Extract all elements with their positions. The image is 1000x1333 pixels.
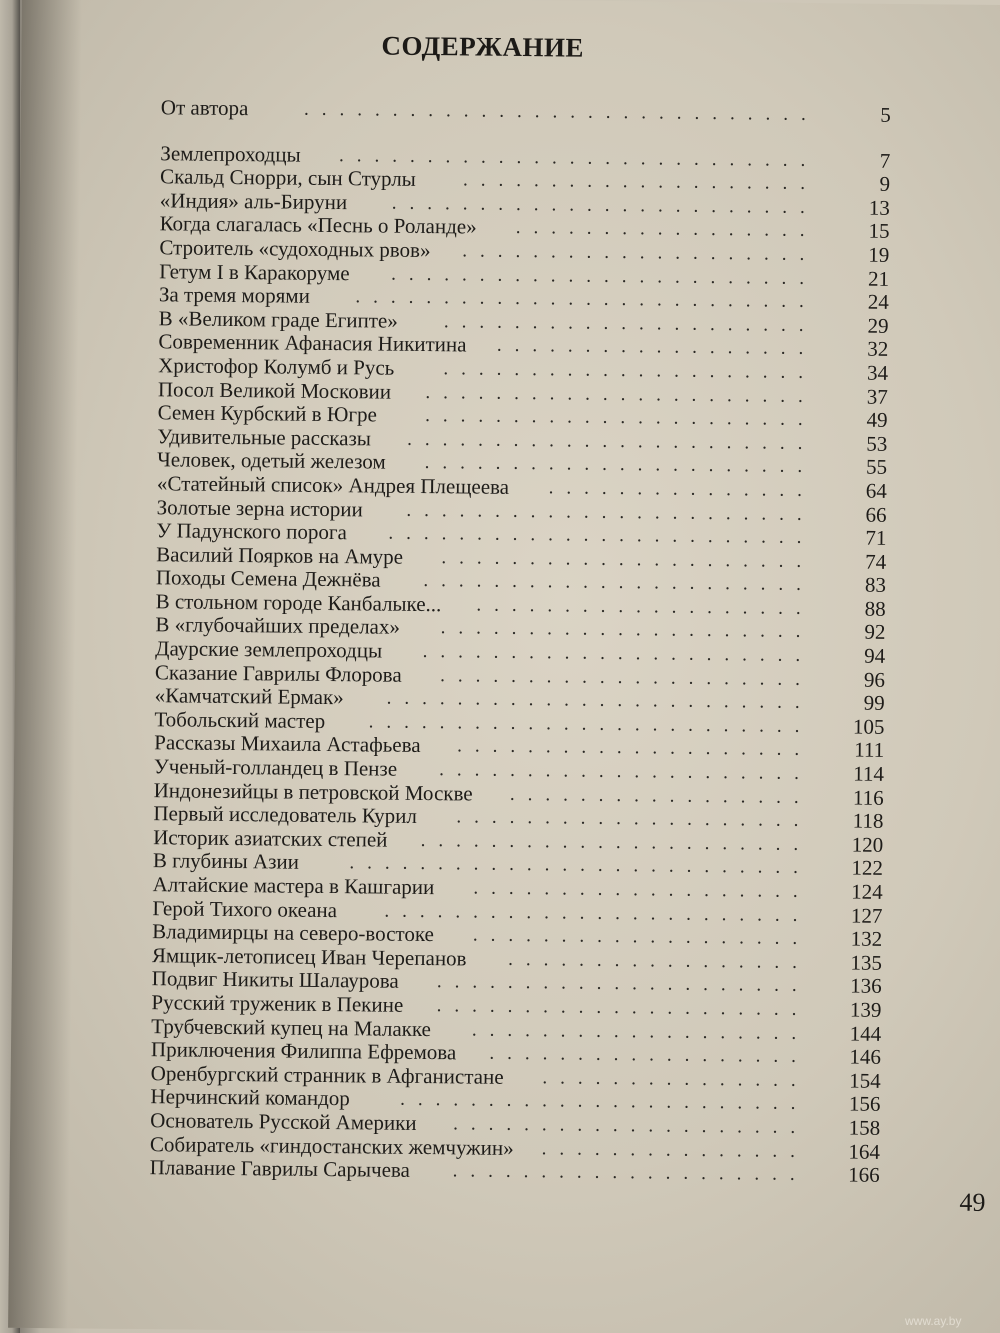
toc-entry-title: Русский труженик в Пекине [151,990,404,1017]
book-page [8,0,1000,1333]
dot-leader: ..................... [443,358,817,384]
toc-entry-title: Сказание Гаврилы Флорова [154,659,402,687]
dot-leader: ...................... [424,452,816,478]
dot-leader: .................... [456,806,812,832]
dot-leader: .................... [463,169,819,195]
dot-leader: ...................... [425,405,816,431]
toc-entry-page: 105 [852,714,885,739]
toc-entry-page: 122 [851,855,884,881]
toc-entry-title: Первый исследователь Курил [153,801,418,829]
dot-leader: ................... [476,594,814,619]
toc-entry-title: Удивительные рассказы [157,423,372,451]
toc-entry-page: 37 [866,384,888,409]
toc-entry-title: Человек, одетый железом [157,447,386,474]
toc-entry-page: 7 [879,148,891,173]
page-number: 49 [959,1187,986,1217]
toc-entry-page: 94 [864,643,886,668]
toc-entry-page: 146 [849,1044,882,1069]
toc-entry-title: Золотые зерна истории [156,494,363,521]
toc-entry-title: Историк азиатских степей [153,824,388,852]
toc-entry-title: Строитель «судоходных рвов» [159,235,431,263]
toc-entry-page: 13 [868,195,890,220]
toc-entry-page: 132 [850,926,883,952]
dot-leader: ............... [541,1137,809,1162]
dot-leader: ..................... [439,759,813,785]
toc-entry-page: 24 [867,289,889,315]
dot-leader: .................... [453,1113,809,1138]
dot-leader: ...................... [425,381,816,407]
toc-entry-page: 32 [867,336,889,362]
dot-leader: ................... [472,924,811,950]
dot-leader: ................... [473,877,811,903]
toc-entry-page: 66 [865,502,887,527]
toc-entry-title: В «Великом граде Египте» [158,305,398,333]
toc-entry-title: Посол Великой Московии [157,376,392,404]
toc-entry-page: 53 [866,431,888,456]
toc-entry-title: Ученый-голландец в Пензе [153,754,398,781]
toc-entry-page: 34 [866,360,889,385]
watermark: www.ay.by [905,1314,962,1328]
toc-entry-title: В стольном городе Канбалыке... [155,589,442,617]
toc-entry-title: Приключения Филиппа Ефремова [150,1037,457,1065]
toc-entry-title: Тобольский мастер [154,707,326,733]
toc-entry-page: 29 [867,313,889,338]
toc-entry-title: «Статейный список» Андрея Плещеева [156,471,510,499]
toc-entry-page: 9 [879,171,891,197]
dot-leader: .................... [462,240,818,266]
dot-leader: ............................. [303,98,819,126]
toc-entry-page: 92 [864,620,886,645]
dot-leader: ...................... [422,641,814,667]
dot-leader: ........................ [384,900,811,926]
toc-entry-title: «Индия» аль-Бируни [159,188,348,214]
toc-entry-title: Гетум I в Каракоруме [159,258,350,285]
toc-list [150,96,891,1187]
toc-entry-page: 124 [851,879,883,904]
dot-leader: ................. [508,948,811,973]
toc-entry-title: Основатель Русской Америки [150,1108,417,1135]
dot-leader: ..................... [440,664,814,690]
dot-leader: ........................ [391,263,818,289]
toc-entry-title: Герой Тихого океана [152,895,338,922]
toc-entry-page: 154 [849,1068,881,1093]
toc-entry-title: Христофор Колумб и Русь [158,353,395,380]
toc-entry-title: В глубины Азии [152,848,300,875]
toc-entry-title: Землепроходцы [160,140,301,167]
dot-leader: ................. [515,217,818,242]
toc-entry-page: 144 [849,1021,882,1046]
dot-leader: .................. [496,335,817,360]
toc-entry-title: Индонезийцы в петровской Москве [153,777,473,806]
toc-entry-title: Трубчевский купец на Малакке [151,1013,432,1041]
toc-entry-page: 114 [853,761,885,786]
toc-entry-page: 74 [865,549,887,574]
toc-entry-page: 49 [866,407,888,432]
dot-leader: ..................... [436,971,810,997]
toc-entry-title: Даурские землепроходцы [155,636,383,663]
dot-leader: ........................ [391,192,818,218]
dot-leader: ............... [548,477,815,501]
toc-entry-page: 55 [866,454,888,480]
dot-leader: .......................... [355,286,817,313]
toc-entry-title: У Падунского порога [156,518,348,545]
toc-entry-title: Василий Поярков на Амуре [156,541,404,569]
dot-leader: ................... [471,1019,810,1044]
toc-entry-page: 96 [863,667,886,692]
toc-entry-title: Походы Семена Дежнёва [155,565,381,592]
dot-leader: ........................... [339,144,819,171]
dot-leader: ......................... [368,711,813,737]
dot-leader: ...................... [420,829,812,855]
toc-entry-title: В «глубочайших пределах» [155,612,401,640]
toc-entry-title: «Камчатский Ермак» [154,683,344,710]
toc-entry-page: 116 [852,785,884,810]
dot-leader: .................... [457,735,813,761]
dot-leader: ..................... [440,617,814,643]
toc-entry-page: 88 [864,596,886,621]
toc-entry-page: 5 [880,102,891,127]
dot-leader: ..................... [441,546,815,572]
toc-entry-title: За тремя морями [158,282,311,308]
dot-leader: ..................... [443,310,817,336]
toc-entry-title: Оренбургский странник в Афганистане [150,1060,504,1089]
toc-entry-title: Когда слагалась «Песнь о Роланде» [159,211,477,239]
dot-leader: ............... [542,1067,809,1091]
toc-entry-page: 139 [849,997,882,1022]
toc-entry-title: Семен Курбский в Югре [157,400,378,427]
dot-leader: .................. [489,1042,810,1068]
toc-entry-title: Владимирцы на северо-востоке [152,919,435,947]
toc-entries [150,142,891,1188]
toc-entry-page: 118 [852,808,884,834]
dot-leader: .......................... [349,852,812,879]
dot-leader: ........................ [388,522,815,549]
dot-leader: ..................... [436,995,810,1021]
dot-leader: ...................... [423,570,815,596]
toc-entry-title: Нерчинский командор [150,1084,351,1111]
toc-entry-page: 21 [867,266,890,291]
toc-entry-page: 71 [865,525,887,550]
toc-heading: СОДЕРЖАНИЕ [381,30,585,63]
toc-entry-page: 156 [848,1091,881,1117]
toc-entry-title: Рассказы Михаила Астафьева [154,730,421,758]
dot-leader: ........................ [386,687,813,714]
toc-entry-title: Современник Афанасия Никитина [158,329,467,357]
toc-entry-page: 64 [865,478,888,503]
toc-entry-page: 19 [868,242,890,267]
toc-entry-page: 15 [868,219,890,244]
toc-entry-title: Собиратель «гиндостанских жемчужин» [149,1131,514,1160]
toc-entry-page: 127 [850,903,883,928]
toc-entry-title: Алтайские мастера в Кашгарии [152,872,435,900]
toc-entry-title: Плавание Гаврилы Сарычева [149,1155,411,1183]
toc-entry-page: 111 [854,737,885,763]
toc-entry-title: Подвиг Никиты Шалаурова [151,966,399,994]
dot-leader: ....................... [400,1089,809,1115]
gutter-shadow [8,0,82,1328]
toc-entry-title: Скальд Снорри, сын Стурлы [160,164,416,192]
dot-leader: ....................... [406,499,815,525]
toc-entry-title: От автора [160,95,249,121]
toc-entry-page: 166 [848,1162,880,1187]
toc-entry-page: 164 [848,1139,881,1164]
toc-entry-title: Ямщик-летописец Иван Черепанов [151,942,467,971]
dot-leader: ................. [509,783,812,808]
dot-leader: .................... [452,1160,808,1186]
toc-entry-page: 83 [864,572,887,598]
dot-leader: ....................... [407,428,816,454]
toc-entry-page: 136 [850,973,882,999]
toc-entry-page: 120 [851,832,884,857]
toc-entry-page: 99 [863,690,885,716]
toc-entry-page: 158 [848,1115,881,1140]
toc-entry-page: 135 [850,950,883,975]
